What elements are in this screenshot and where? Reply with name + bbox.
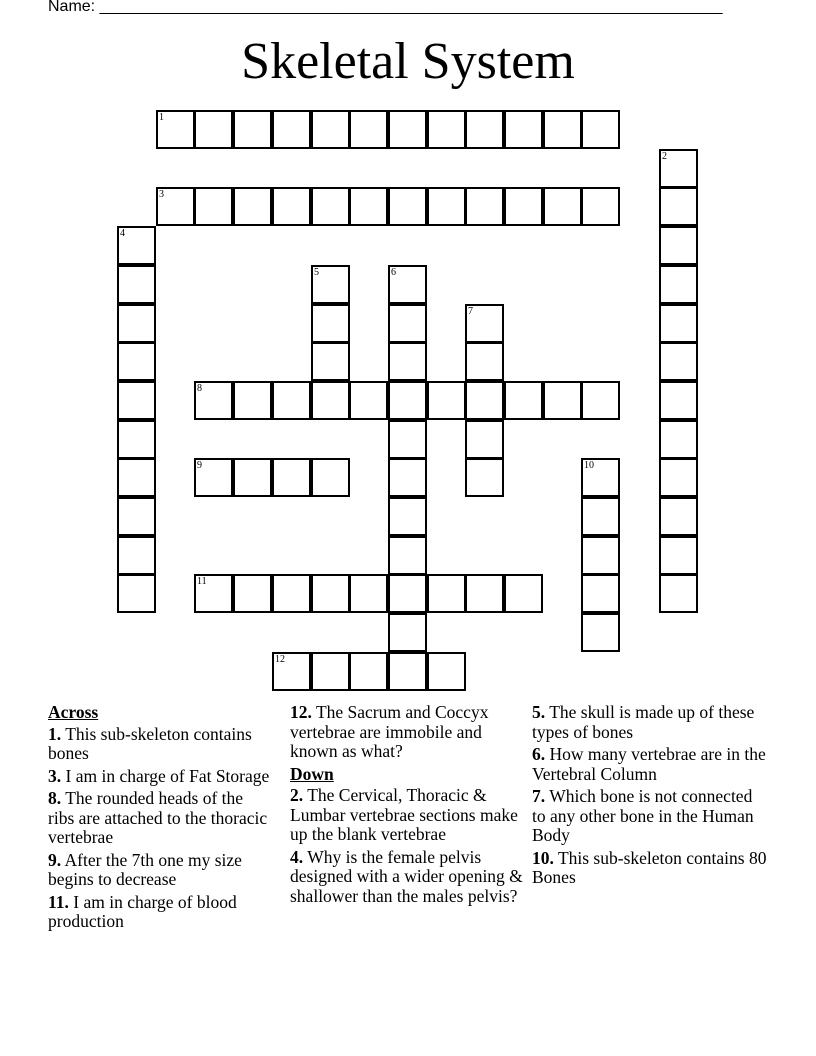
down-heading: Down [290,763,334,784]
across-heading: Across [48,702,99,722]
grid-cell[interactable] [388,381,427,420]
grid-cell[interactable] [427,110,466,149]
clue-number: 11. [48,891,69,912]
grid-cell[interactable] [233,187,272,226]
clue-down-5 [532,703,768,742]
grid-cell[interactable] [659,458,698,497]
grid-cell[interactable] [427,574,466,613]
grid-cell[interactable] [349,110,388,149]
grid-cell[interactable] [504,574,543,613]
clue-number: 9. [48,849,62,870]
grid-cell[interactable] [117,226,156,265]
grid-cell[interactable] [117,536,156,575]
grid-cell[interactable] [311,574,350,613]
grid-cell[interactable] [311,381,350,420]
grid-cell[interactable] [543,110,582,149]
grid-cell[interactable] [504,110,543,149]
grid-cell[interactable] [311,187,350,226]
grid-cell[interactable] [311,458,350,497]
clue-text: This sub-skeleton contains bones [48,723,252,763]
grid-cell[interactable] [117,304,156,343]
grid-cell[interactable] [504,187,543,226]
grid-cell[interactable] [465,420,504,459]
grid-cell[interactable] [388,187,427,226]
clue-text: Why is the female pelvis designed with a wider opening & shallower than the males pelvis? [290,846,523,906]
clue-across-9 [48,851,270,890]
clue-text: I am in charge of blood production [48,891,237,931]
grid-cell[interactable] [465,304,504,343]
grid-cell[interactable] [194,381,233,420]
grid-cell[interactable] [581,381,620,420]
grid-cell[interactable] [543,187,582,226]
clue-text: After the 7th one my size begins to decrease [48,849,242,889]
clue-across-12 [290,703,526,762]
grid-cell[interactable] [117,381,156,420]
grid-cell[interactable] [117,574,156,613]
grid-cell[interactable] [427,381,466,420]
clue-number-label: 4 [120,228,125,239]
grid-cell[interactable] [233,381,272,420]
grid-cell[interactable] [388,265,427,304]
clue-number-label: 3 [159,189,164,200]
grid-cell[interactable] [156,187,195,226]
grid-cell[interactable] [659,265,698,304]
grid-cell[interactable] [194,110,233,149]
clue-column-2 [290,703,526,909]
name-field-label: Name: ______________________________________________________________________ [48,0,723,15]
grid-cell[interactable] [659,574,698,613]
grid-cell[interactable] [427,187,466,226]
grid-cell[interactable] [388,110,427,149]
clue-number-label: 9 [197,460,202,471]
grid-cell[interactable] [194,187,233,226]
grid-cell[interactable] [311,110,350,149]
grid-cell[interactable] [659,342,698,381]
grid-cell[interactable] [388,458,427,497]
grid-cell[interactable] [465,381,504,420]
clue-across-8 [48,789,270,848]
grid-cell[interactable] [581,536,620,575]
grid-cell[interactable] [272,458,311,497]
clue-across-11 [48,893,270,932]
grid-cell[interactable] [272,187,311,226]
clue-number: 6. [532,744,546,764]
clue-down-7 [532,787,768,846]
clue-number-label: 1 [159,112,164,123]
grid-cell[interactable] [311,652,350,691]
clue-down-4 [290,848,526,907]
clue-number: 8. [48,788,62,808]
grid-cell[interactable] [659,381,698,420]
grid-cell[interactable] [659,226,698,265]
grid-cell[interactable] [349,381,388,420]
grid-cell[interactable] [465,110,504,149]
grid-cell[interactable] [504,381,543,420]
clue-down-2 [290,786,526,845]
clue-text: I am in charge of Fat Storage [65,765,270,786]
grid-cell[interactable] [465,187,504,226]
grid-cell[interactable] [581,574,620,613]
grid-cell[interactable] [659,420,698,459]
clue-number-label: 12 [275,654,285,665]
clue-text: The rounded heads of the ribs are attached to the thoracic vertebrae [48,788,268,847]
grid-cell[interactable] [388,497,427,536]
grid-cell[interactable] [233,574,272,613]
clue-text: This sub-skeleton contains 80 Bones [532,847,767,887]
clue-number-label: 10 [584,460,594,471]
grid-cell[interactable] [581,187,620,226]
grid-cell[interactable] [388,304,427,343]
grid-cell[interactable] [117,265,156,304]
clue-number: 3. [48,765,62,786]
grid-cell[interactable] [581,458,620,497]
grid-cell[interactable] [117,342,156,381]
grid-cell[interactable] [349,574,388,613]
grid-cell[interactable] [117,497,156,536]
clue-text: The Sacrum and Coccyx vertebrae are immobile and known as what? [290,702,489,761]
grid-cell[interactable] [465,458,504,497]
clue-column-3 [532,703,768,891]
grid-cell[interactable] [156,110,195,149]
grid-cell[interactable] [117,420,156,459]
clue-number: 4. [290,846,304,867]
clue-number-label: 5 [314,267,319,278]
clue-number-label: 6 [391,267,396,278]
grid-cell[interactable] [427,652,466,691]
grid-cell[interactable] [233,458,272,497]
grid-cell[interactable] [233,110,272,149]
grid-cell[interactable] [311,342,350,381]
grid-cell[interactable] [659,149,698,188]
clue-number: 2. [290,785,304,805]
grid-cell[interactable] [659,304,698,343]
clue-text: The skull is made up of these types of bones [532,702,755,742]
grid-cell[interactable] [659,536,698,575]
clue-number: 10. [532,847,554,868]
grid-cell[interactable] [543,381,582,420]
grid-cell[interactable] [388,652,427,691]
clue-across-1 [48,725,270,764]
grid-cell[interactable] [311,265,350,304]
clue-text: How many vertebrae are in the Vertebral Column [532,744,766,784]
page-title: Skeletal System [241,33,575,90]
grid-cell[interactable] [272,110,311,149]
grid-cell[interactable] [117,458,156,497]
grid-cell[interactable] [388,342,427,381]
grid-cell[interactable] [659,187,698,226]
grid-cell[interactable] [388,613,427,652]
clue-number: 7. [532,786,546,806]
grid-cell[interactable] [311,304,350,343]
clue-column-1 [48,703,270,935]
grid-cell[interactable] [388,420,427,459]
grid-cell[interactable] [659,497,698,536]
grid-cell[interactable] [465,342,504,381]
clue-number-label: 11 [197,576,207,587]
grid-cell[interactable] [194,574,233,613]
clue-number-label: 7 [468,306,473,317]
grid-cell[interactable] [349,187,388,226]
clue-text: Which bone is not connected to any other bone in the Human Body [532,786,754,845]
grid-cell[interactable] [388,574,427,613]
clue-text: The Cervical, Thoracic & Lumbar vertebrae sections make up the blank vertebrae [290,785,518,844]
clue-down-10 [532,849,768,888]
clue-number-label: 2 [662,151,667,162]
grid-cell[interactable] [272,652,311,691]
clue-number: 1. [48,723,62,744]
clue-number: 12. [290,702,312,722]
clue-number: 5. [532,702,546,722]
grid-cell[interactable] [388,536,427,575]
grid-cell[interactable] [349,652,388,691]
grid-cell[interactable] [581,613,620,652]
grid-cell[interactable] [272,574,311,613]
grid-cell[interactable] [581,497,620,536]
grid-cell[interactable] [272,381,311,420]
grid-cell[interactable] [465,574,504,613]
grid-cell[interactable] [581,110,620,149]
grid-cell[interactable] [194,458,233,497]
clue-number-label: 8 [197,383,202,394]
clue-across-3 [48,767,270,787]
clue-down-6 [532,745,768,784]
